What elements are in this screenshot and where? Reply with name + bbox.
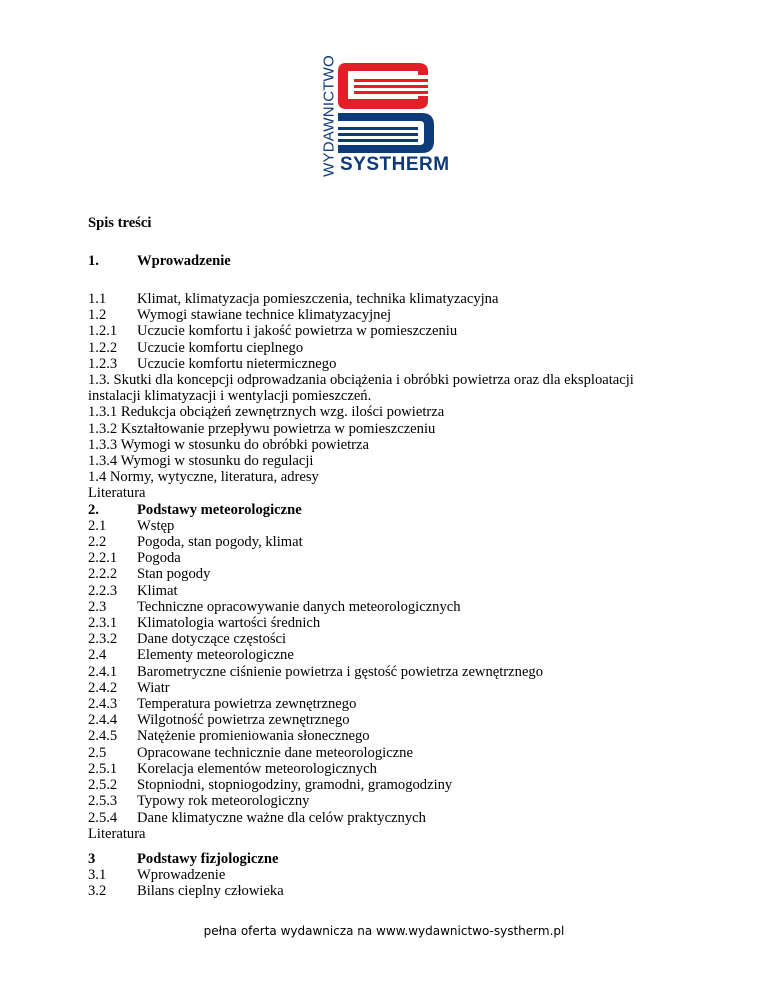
toc-entry xyxy=(88,761,688,777)
toc-entry xyxy=(88,777,688,793)
toc-entry xyxy=(88,745,688,761)
toc-entry-title: Wymogi stawiane technice klimatyzacyjnej xyxy=(137,307,392,324)
toc-entry: 1.3.1 Redukcja obciążeń zewnętrznych wzg. ilości powietrza xyxy=(88,404,445,421)
toc-entry-number: 2.2.3 xyxy=(88,582,118,599)
chapter-title: Wprowadzenie xyxy=(137,253,231,269)
toc-entry-title: Natężenie promieniowania słonecznego xyxy=(137,728,370,745)
logo-name: SYSTHERM xyxy=(340,154,450,175)
footer-text: pełna oferta wydawnicza na www.wydawnictwo-systherm.pl xyxy=(203,924,565,938)
toc-entry-title: Korelacja elementów meteorologicznych xyxy=(137,760,377,777)
toc-entry-title: Temperatura powietrza zewnętrznego xyxy=(137,696,357,713)
page-title: Spis treści xyxy=(88,215,152,231)
toc-entry-number: 2.3.2 xyxy=(88,631,118,648)
toc-entry-number: 2.3 xyxy=(88,598,107,615)
logo-vertical-text: WYDAWNICTWO xyxy=(320,55,338,177)
toc-entry-title: Wstęp xyxy=(137,517,175,534)
toc-entry-number: 2. xyxy=(88,501,99,518)
toc-entry: Literatura xyxy=(88,485,146,502)
toc-entry-title: Elementy meteorologiczne xyxy=(137,647,294,664)
toc-entry-title: Wprowadzenie xyxy=(137,867,226,884)
table-of-contents-continued xyxy=(88,851,688,900)
toc-entry-title: Podstawy fizjologiczne xyxy=(137,851,279,867)
toc-entry-title: Wilgotność powietrza zewnętrznego xyxy=(137,712,350,729)
toc-entry-title: Techniczne opracowywanie danych meteorologicznych xyxy=(137,598,461,615)
toc-entry xyxy=(88,631,688,647)
toc-entry-number: 1.2.1 xyxy=(88,323,118,340)
toc-entry-title: Podstawy meteorologiczne xyxy=(137,501,302,518)
toc-entry: 1.3.2 Kształtowanie przepływu powietrza w pomieszczeniu xyxy=(88,420,436,437)
toc-entry-title: Bilans cieplny człowieka xyxy=(137,883,284,900)
toc-entry-number: 2.4 xyxy=(88,647,107,664)
toc-entry-number: 2.5 xyxy=(88,744,107,761)
toc-entry xyxy=(88,696,688,712)
toc-entry-number: 2.4.5 xyxy=(88,728,118,745)
toc-entry-number: 2.5.2 xyxy=(88,777,118,794)
toc-entry-title: Klimatologia wartości średnich xyxy=(137,615,321,632)
toc-entry-number: 2.3.1 xyxy=(88,615,118,632)
table-of-contents xyxy=(88,291,688,842)
toc-entry-title: Uczucie komfortu cieplnego xyxy=(137,339,304,356)
chapter-number: 1. xyxy=(88,253,99,269)
toc-entry xyxy=(88,615,688,631)
logo-red-stripes xyxy=(338,63,428,109)
toc-entry xyxy=(88,566,688,582)
toc-entry-title: Dane klimatyczne ważne dla celów praktycznych xyxy=(137,809,426,826)
toc-entry-title: Opracowane technicznie dane meteorologiczne xyxy=(137,744,413,761)
toc-entry-number: 2.4.2 xyxy=(88,679,118,696)
toc-entry-number: 1.2.3 xyxy=(88,355,118,372)
toc-entry: 1.3.3 Wymogi w stosunku do obróbki powietrza xyxy=(88,436,369,453)
toc-entry-number: 1.2 xyxy=(88,307,107,324)
toc-entry xyxy=(88,810,688,826)
toc-entry-number: 2.2 xyxy=(88,534,107,551)
toc-entry xyxy=(88,680,688,696)
toc-entry-title: Stan pogody xyxy=(137,566,211,583)
toc-entry xyxy=(88,728,688,744)
toc-entry-number: 2.4.3 xyxy=(88,696,118,713)
toc-entry-title: Typowy rok meteorologiczny xyxy=(137,793,310,810)
toc-entry: 1.3.4 Wymogi w stosunku do regulacji xyxy=(88,453,314,470)
toc-entry-title: Uczucie komfortu i jakość powietrza w pomieszczeniu xyxy=(137,323,458,340)
toc-entry xyxy=(88,664,688,680)
toc-entry xyxy=(88,291,688,307)
toc-entry xyxy=(88,550,688,566)
toc-entry: instalacji klimatyzacji i wentylacji pomieszczeń. xyxy=(88,388,372,405)
toc-entry-title: Stopniodni, stopniogodziny, gramodni, gramogodziny xyxy=(137,777,453,794)
toc-entry xyxy=(88,712,688,728)
toc-entry-number: 2.4.1 xyxy=(88,663,118,680)
toc-entry-title: Uczucie komfortu nietermicznego xyxy=(137,355,337,372)
toc-entry xyxy=(88,502,688,518)
toc-entry xyxy=(88,883,688,899)
toc-entry xyxy=(88,534,688,550)
toc-entry-number: 2.5.3 xyxy=(88,793,118,810)
toc-entry xyxy=(88,518,688,534)
toc-entry xyxy=(88,599,688,615)
toc-entry xyxy=(88,867,688,883)
toc-entry-number: 2.4.4 xyxy=(88,712,118,729)
toc-entry-title: Klimat xyxy=(137,582,178,599)
logo-blue-stripes xyxy=(338,113,434,153)
toc-entry-title: Pogoda, stan pogody, klimat xyxy=(137,534,303,551)
toc-entry-number: 3 xyxy=(88,851,96,867)
toc-entry: 1.4 Normy, wytyczne, literatura, adresy xyxy=(88,469,319,486)
toc-entry: Literatura xyxy=(88,825,146,842)
toc-entry: 1.3. Skutki dla koncepcji odprowadzania obciążenia i obróbki powietrza oraz dla eksploatacji xyxy=(88,372,634,389)
toc-entry-number: 1.2.2 xyxy=(88,339,118,356)
toc-entry-number: 3.2 xyxy=(88,883,107,900)
toc-entry-number: 2.2.1 xyxy=(88,550,118,567)
toc-entry-title: Dane dotyczące częstości xyxy=(137,631,287,648)
toc-entry-title: Wiatr xyxy=(137,679,170,696)
toc-entry-title: Klimat, klimatyzacja pomieszczenia, technika klimatyzacyjna xyxy=(137,291,499,307)
toc-entry-title: Barometryczne ciśnienie powietrza i gęstość powietrza zewnętrznego xyxy=(137,663,544,680)
chapter-heading xyxy=(88,253,231,270)
toc-entry xyxy=(88,356,688,372)
toc-entry xyxy=(88,793,688,809)
toc-entry xyxy=(88,583,688,599)
toc-entry-title: Pogoda xyxy=(137,550,181,567)
toc-entry-number: 2.5.4 xyxy=(88,809,118,826)
toc-entry xyxy=(88,307,688,323)
toc-entry-number: 1.1 xyxy=(88,291,107,307)
toc-entry xyxy=(88,323,688,339)
toc-entry-number: 3.1 xyxy=(88,867,107,884)
toc-entry-number: 2.1 xyxy=(88,517,107,534)
toc-entry xyxy=(88,340,688,356)
toc-entry xyxy=(88,851,688,867)
toc-entry-number: 2.2.2 xyxy=(88,566,118,583)
toc-entry xyxy=(88,647,688,663)
toc-entry-number: 2.5.1 xyxy=(88,760,118,777)
